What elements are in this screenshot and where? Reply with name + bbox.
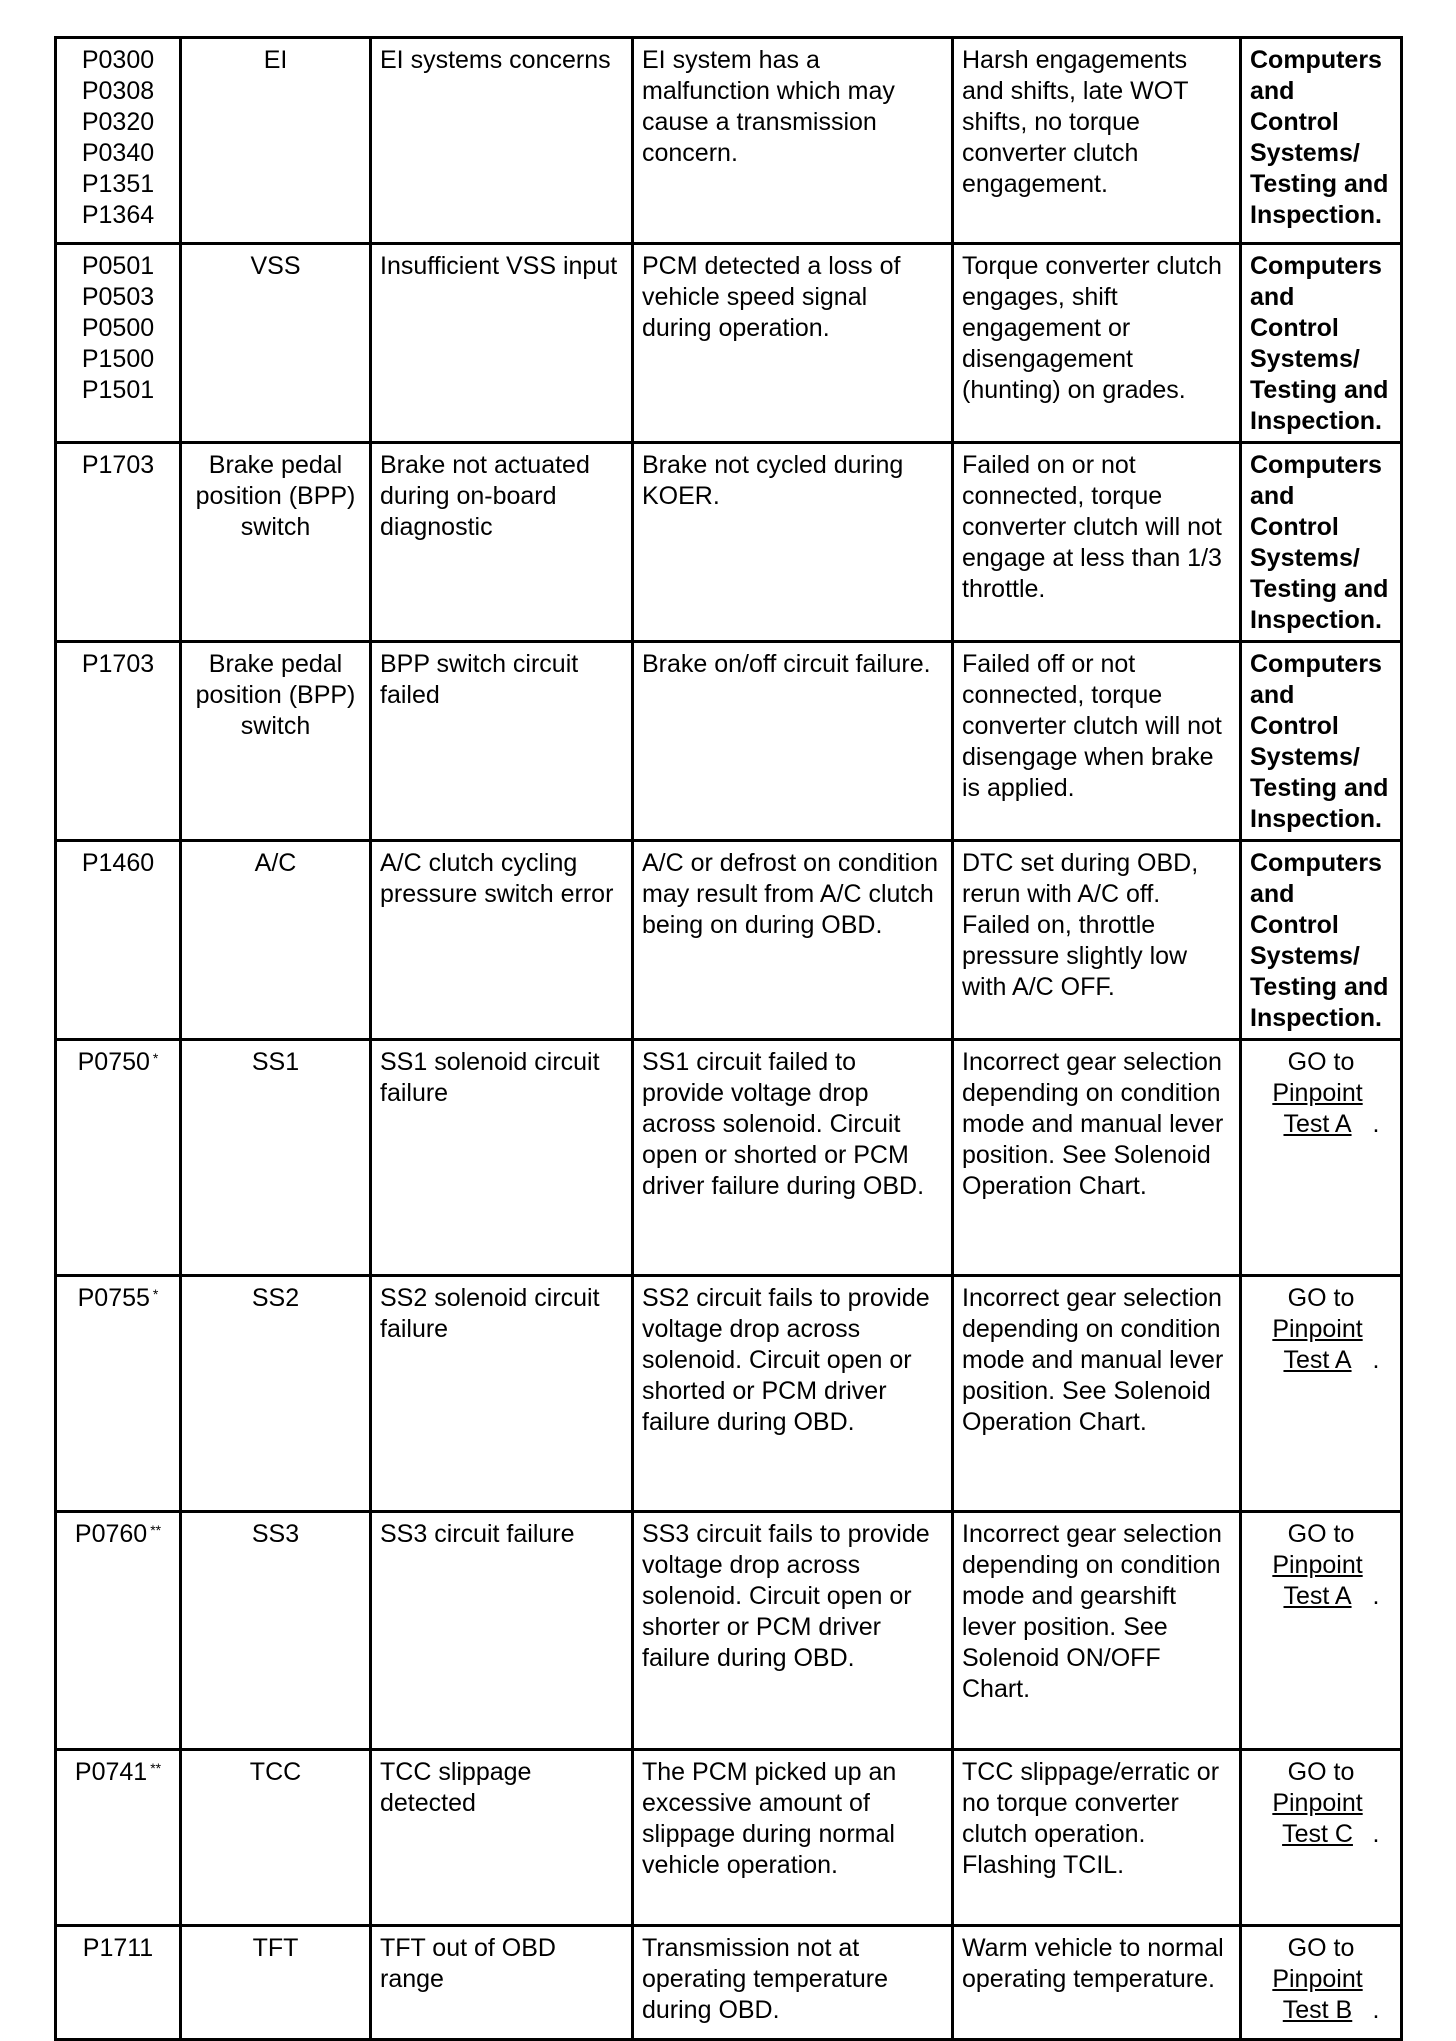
- action-reference-line: and: [1250, 880, 1295, 908]
- table-row: [56, 642, 1402, 841]
- system-cell: TFT: [181, 1926, 371, 2040]
- action-reference-line: Computers: [1250, 451, 1382, 479]
- action-cell: [1241, 1926, 1402, 2040]
- dtc-code: P0308: [81, 77, 155, 105]
- table-row: [56, 1750, 1402, 1926]
- condition-cell: EI system has a malfunction which may cause a transmission concern.: [633, 38, 953, 244]
- condition-cell: The PCM picked up an excessive amount of slippage during normal vehicle operation.: [633, 1750, 953, 1926]
- description-cell: SS1 solenoid circuit failure: [371, 1040, 633, 1276]
- table-row: [56, 841, 1402, 1040]
- system-cell: SS3: [181, 1512, 371, 1750]
- description-cell: SS3 circuit failure: [371, 1512, 633, 1750]
- pinpoint-test-link[interactable]: Pinpoint Test A: [1272, 1315, 1363, 1374]
- action-reference-line: Systems/: [1250, 544, 1360, 572]
- action-reference-line: Testing and: [1250, 575, 1389, 603]
- symptom-cell: Warm vehicle to normal operating temperature.: [953, 1926, 1241, 2040]
- dtc-code-cell: [56, 443, 181, 642]
- action-cell: [1241, 244, 1402, 443]
- dtc-code-footnote-mark: *: [152, 1286, 159, 1302]
- goto-suffix: .: [1372, 1820, 1380, 1848]
- dtc-code-cell: [56, 1040, 181, 1276]
- condition-cell: PCM detected a loss of vehicle speed signal during operation.: [633, 244, 953, 443]
- dtc-code: P0320: [81, 108, 155, 136]
- action-reference-line: Computers: [1250, 252, 1382, 280]
- dtc-table: [54, 36, 1403, 2041]
- dtc-code: P1500: [81, 345, 155, 373]
- table-row: [56, 1040, 1402, 1276]
- table-row: [56, 1926, 1402, 2040]
- system-cell: VSS: [181, 244, 371, 443]
- action-cell: [1241, 1276, 1402, 1512]
- goto-link-wrap: [1263, 1079, 1373, 1138]
- dtc-code: P1703: [81, 451, 155, 479]
- goto-prefix: GO to: [1287, 1758, 1355, 1786]
- action-reference-line: and: [1250, 283, 1295, 311]
- action-reference-line: Computers: [1250, 46, 1382, 74]
- table-row: [56, 244, 1402, 443]
- condition-cell: SS3 circuit fails to provide voltage drop across solenoid. Circuit open or shorter or PCM driver failure during OBD.: [633, 1512, 953, 1750]
- action-cell: [1241, 1512, 1402, 1750]
- dtc-code-cell: [56, 642, 181, 841]
- symptom-cell: Harsh engagements and shifts, late WOT shifts, no torque converter clutch engagement.: [953, 38, 1241, 244]
- action-reference-line: Inspection.: [1250, 407, 1382, 435]
- description-cell: Brake not actuated during on-board diagnostic: [371, 443, 633, 642]
- goto-link-wrap: [1263, 1789, 1373, 1848]
- dtc-code-text: P0750: [77, 1048, 150, 1076]
- pinpoint-test-link[interactable]: Pinpoint Test C: [1272, 1789, 1363, 1848]
- dtc-code-cell: [56, 1926, 181, 2040]
- action-reference-line: Testing and: [1250, 170, 1389, 198]
- dtc-table-body: [56, 38, 1402, 2040]
- dtc-code: [65, 1757, 171, 1788]
- goto-suffix: .: [1372, 1582, 1380, 1610]
- action-cell: [1241, 443, 1402, 642]
- dtc-code: P0340: [81, 139, 155, 167]
- goto-prefix: GO to: [1287, 1284, 1355, 1312]
- action-reference-line: and: [1250, 482, 1295, 510]
- goto-link-wrap: [1263, 1965, 1373, 2024]
- system-cell: Brake pedal position (BPP) switch: [181, 642, 371, 841]
- system-cell: Brake pedal position (BPP) switch: [181, 443, 371, 642]
- system-cell: TCC: [181, 1750, 371, 1926]
- condition-cell: Brake not cycled during KOER.: [633, 443, 953, 642]
- system-cell: A/C: [181, 841, 371, 1040]
- action-reference-line: and: [1250, 681, 1295, 709]
- system-cell: EI: [181, 38, 371, 244]
- dtc-code: P1460: [81, 849, 155, 877]
- dtc-code: P1711: [82, 1934, 154, 1962]
- action-reference-line: Systems/: [1250, 942, 1360, 970]
- action-cell: [1241, 38, 1402, 244]
- symptom-cell: DTC set during OBD, rerun with A/C off. Failed on, throttle pressure slightly low with A/C OFF.: [953, 841, 1241, 1040]
- symptom-cell: Incorrect gear selection depending on condition mode and manual lever position. See Solenoid Operation Chart.: [953, 1040, 1241, 1276]
- dtc-code-text: P0760: [74, 1520, 148, 1548]
- dtc-code-cell: [56, 841, 181, 1040]
- action-cell: [1241, 841, 1402, 1040]
- description-cell: TCC slippage detected: [371, 1750, 633, 1926]
- condition-cell: Brake on/off circuit failure.: [633, 642, 953, 841]
- action-reference-line: Inspection.: [1250, 201, 1382, 229]
- document-page: [54, 36, 1400, 2041]
- dtc-code: P0503: [81, 283, 155, 311]
- description-cell: BPP switch circuit failed: [371, 642, 633, 841]
- symptom-cell: Torque converter clutch engages, shift engagement or disengagement (hunting) on grades.: [953, 244, 1241, 443]
- dtc-code: P1703: [81, 650, 155, 678]
- system-cell: SS2: [181, 1276, 371, 1512]
- condition-cell: Transmission not at operating temperature during OBD.: [633, 1926, 953, 2040]
- dtc-code-cell: [56, 1276, 181, 1512]
- symptom-cell: Incorrect gear selection depending on condition mode and gearshift lever position. See Solenoid ON/OFF Chart.: [953, 1512, 1241, 1750]
- goto-suffix: .: [1372, 1996, 1380, 2024]
- table-row: [56, 38, 1402, 244]
- symptom-cell: Failed on or not connected, torque converter clutch will not engage at less than 1/3 throttle.: [953, 443, 1241, 642]
- description-cell: TFT out of OBD range: [371, 1926, 633, 2040]
- table-row: [56, 443, 1402, 642]
- goto-prefix: GO to: [1287, 1048, 1355, 1076]
- action-reference-line: Control: [1250, 314, 1339, 342]
- action-reference-line: Control: [1250, 911, 1339, 939]
- goto-prefix: GO to: [1287, 1934, 1355, 1962]
- dtc-code: [65, 1047, 171, 1078]
- condition-cell: SS1 circuit failed to provide voltage drop across solenoid. Circuit open or shorted or PCM driver failure during OBD.: [633, 1040, 953, 1276]
- table-row: [56, 1512, 1402, 1750]
- action-reference-line: Inspection.: [1250, 805, 1382, 833]
- dtc-code: [65, 1519, 171, 1550]
- pinpoint-test-link[interactable]: Pinpoint Test A: [1272, 1079, 1363, 1138]
- description-cell: SS2 solenoid circuit failure: [371, 1276, 633, 1512]
- dtc-code: P1501: [81, 376, 155, 404]
- pinpoint-test-link[interactable]: Pinpoint Test B: [1272, 1965, 1363, 2024]
- goto-prefix: GO to: [1287, 1520, 1355, 1548]
- description-cell: EI systems concerns: [371, 38, 633, 244]
- dtc-code: P1364: [81, 201, 155, 229]
- condition-cell: SS2 circuit fails to provide voltage drop across solenoid. Circuit open or shorted or PCM driver failure during OBD.: [633, 1276, 953, 1512]
- dtc-code-footnote-mark: *: [152, 1050, 159, 1066]
- system-cell: SS1: [181, 1040, 371, 1276]
- table-row: [56, 1276, 1402, 1512]
- symptom-cell: Failed off or not connected, torque converter clutch will not disengage when brake is applied.: [953, 642, 1241, 841]
- action-reference-line: Systems/: [1250, 345, 1360, 373]
- description-cell: A/C clutch cycling pressure switch error: [371, 841, 633, 1040]
- dtc-code: P0501: [81, 252, 155, 280]
- symptom-cell: TCC slippage/erratic or no torque converter clutch operation. Flashing TCIL.: [953, 1750, 1241, 1926]
- dtc-code-cell: [56, 1512, 181, 1750]
- goto-suffix: .: [1372, 1110, 1380, 1138]
- action-reference-line: Testing and: [1250, 376, 1389, 404]
- action-cell: [1241, 1750, 1402, 1926]
- action-reference-line: Computers: [1250, 650, 1382, 678]
- action-reference-line: Testing and: [1250, 973, 1389, 1001]
- dtc-code-cell: [56, 1750, 181, 1926]
- dtc-code-cell: [56, 38, 181, 244]
- goto-suffix: .: [1372, 1346, 1380, 1374]
- dtc-code: P0500: [81, 314, 155, 342]
- dtc-code-text: P0741: [74, 1758, 148, 1786]
- action-reference-line: Inspection.: [1250, 1004, 1382, 1032]
- action-cell: [1241, 1040, 1402, 1276]
- goto-link-wrap: [1263, 1551, 1373, 1610]
- dtc-code-footnote-mark: **: [150, 1760, 162, 1776]
- action-reference-line: Computers: [1250, 849, 1382, 877]
- action-reference-line: Testing and: [1250, 774, 1389, 802]
- dtc-code: [65, 1283, 171, 1314]
- action-reference-line: Control: [1250, 513, 1339, 541]
- action-cell: [1241, 642, 1402, 841]
- pinpoint-test-link[interactable]: Pinpoint Test A: [1272, 1551, 1363, 1610]
- goto-link-wrap: [1263, 1315, 1373, 1374]
- action-reference-line: Systems/: [1250, 139, 1360, 167]
- dtc-code: P1351: [81, 170, 155, 198]
- dtc-code: P0300: [81, 46, 155, 74]
- action-reference-line: Control: [1250, 108, 1339, 136]
- symptom-cell: Incorrect gear selection depending on condition mode and manual lever position. See Solenoid Operation Chart.: [953, 1276, 1241, 1512]
- action-reference-line: Control: [1250, 712, 1339, 740]
- dtc-code-text: P0755: [77, 1284, 150, 1312]
- action-reference-line: Inspection.: [1250, 606, 1382, 634]
- action-reference-line: Systems/: [1250, 743, 1360, 771]
- action-reference-line: and: [1250, 77, 1295, 105]
- condition-cell: A/C or defrost on condition may result from A/C clutch being on during OBD.: [633, 841, 953, 1040]
- dtc-code-cell: [56, 244, 181, 443]
- description-cell: Insufficient VSS input: [371, 244, 633, 443]
- dtc-code-footnote-mark: **: [150, 1522, 162, 1538]
